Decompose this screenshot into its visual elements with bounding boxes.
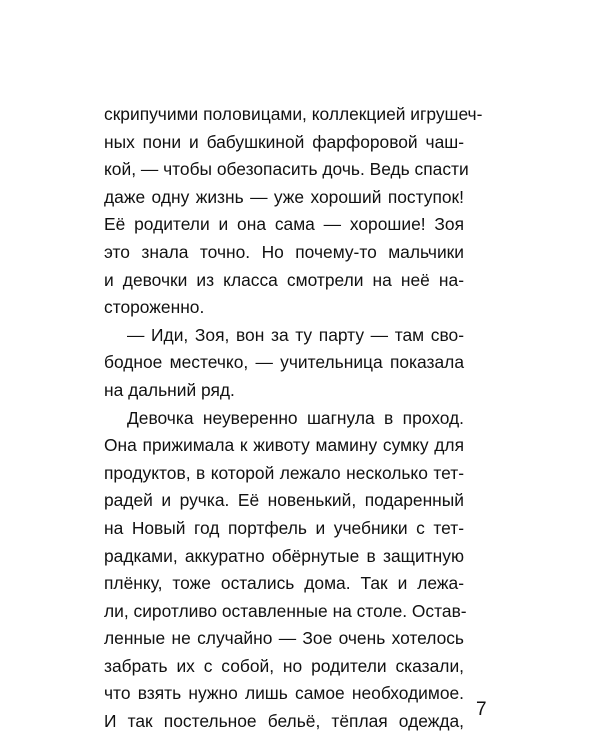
paragraph-1 [104, 101, 483, 322]
text-line: плёнку, тоже остались дома. Так и лежа- [104, 573, 464, 594]
text-line: радей и ручка. Её новенький, подаренный [104, 490, 464, 511]
text-line: — Иди, Зоя, вон за ту парту — там сво- [127, 324, 464, 345]
text-line: Девочка неуверенно шагнула в проход. [127, 407, 464, 428]
paragraph-2 [104, 322, 464, 405]
text-line: что взять нужно лишь самое необходимое. [104, 683, 464, 704]
text-line: стороженно. [104, 297, 205, 318]
text-line: это знала точно. Но почему-то мальчики [104, 241, 464, 262]
text-line: ленные не случайно — Зое очень хотелось [104, 628, 464, 649]
text-line: ных пони и бабушкиной фарфоровой чаш- [104, 131, 464, 152]
text-line: скрипучими половицами, коллекцией игрушеч- [104, 104, 483, 124]
text-line: и девочки из класса смотрели на неё на- [104, 269, 464, 290]
text-line: на дальний ряд. [104, 379, 235, 400]
text-line: бодное местечко, — учительница показала [104, 352, 464, 373]
page-number: 7 [476, 699, 487, 720]
text-line: продуктов, в которой лежало несколько тет- [104, 462, 464, 483]
text-line: кой, — чтобы обезопасить дочь. Ведь спасти [104, 159, 469, 180]
text-line: даже одну жизнь — уже хороший поступок! [104, 186, 464, 207]
text-line: И так постельное бельё, тёплая одежда, [104, 711, 464, 732]
page-body-text [104, 101, 483, 736]
text-line: радками, аккуратно обёрнутые в защитную [104, 545, 464, 566]
text-line: Она прижимала к животу мамину сумку для [104, 435, 464, 456]
text-line: на Новый год портфель и учебники с тет- [104, 517, 464, 538]
text-line: Её родители и она сама — хорошие! Зоя [104, 214, 464, 235]
text-line: забрать их с собой, но родители сказали, [104, 655, 464, 676]
paragraph-3 [104, 405, 467, 736]
text-line: ли, сиротливо оставленные на столе. Остав- [104, 600, 467, 621]
